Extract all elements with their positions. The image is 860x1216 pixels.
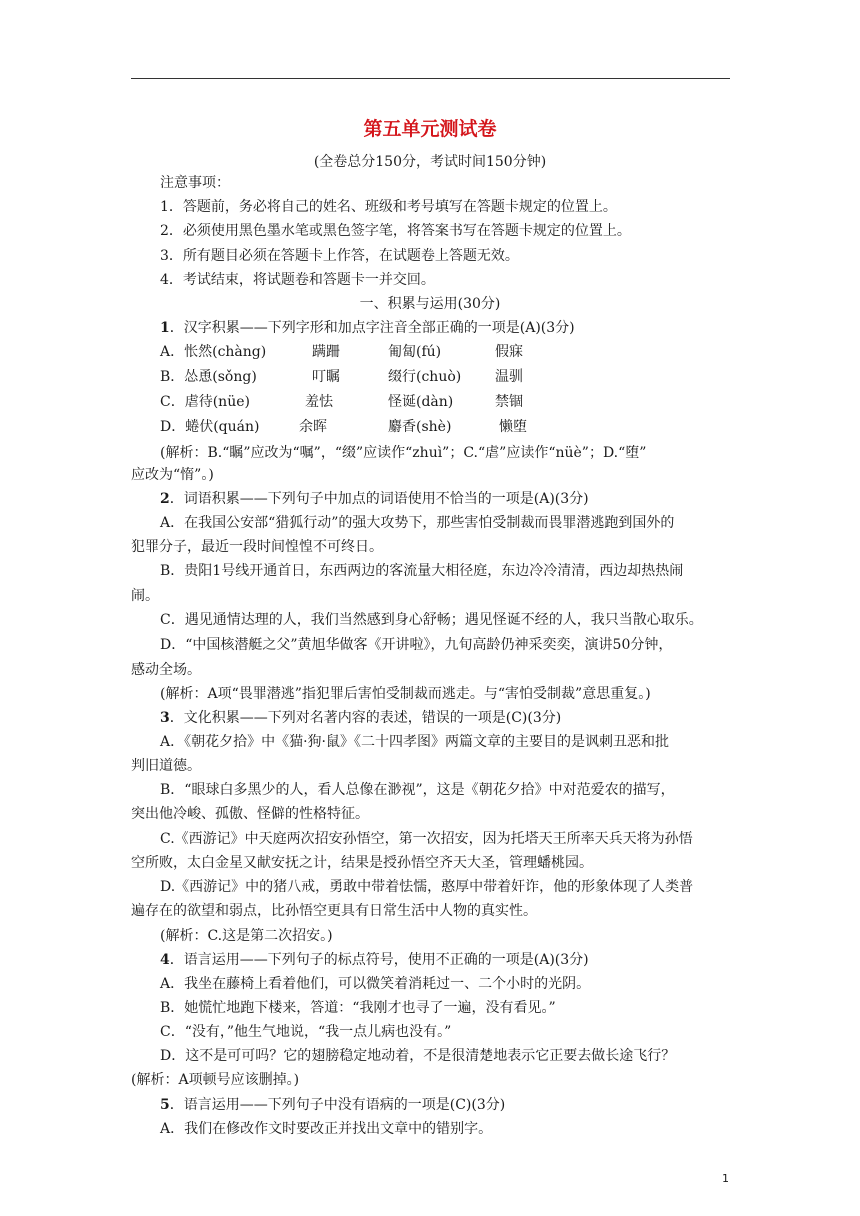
q3-option-a-cont: 判旧道德。 [131, 758, 201, 774]
page-title: 第五单元测试卷 [363, 118, 497, 140]
q3-option-c: C.《西游记》中天庭两次招安孙悟空，第一次招安，因为托塔天王所率天兵天将为孙悟 [160, 831, 693, 847]
q1-option-c: C．虐待(nüe) 羞怯 怪诞(dàn) 禁锢 [160, 394, 523, 410]
q4-option-a: A．我坐在藤椅上看着他们，可以微笑着消耗过一、二个小时的光阴。 [160, 976, 591, 992]
header-rule [131, 78, 730, 79]
question-2-stem: 2．词语积累——下列句子中加点的词语使用不恰当的一项是(A)(3分) [160, 491, 589, 507]
q1-explanation-cont: 应改为“惰”。) [131, 467, 214, 483]
q4-option-d: D．这不是可可吗？它的翅膀稳定地动着，不是很清楚地表示它正要去做长途飞行？ [160, 1048, 676, 1064]
q3-explanation: (解析：C.这是第二次招安。) [160, 928, 333, 944]
notice-item: 4．考试结束，将试题卷和答题卡一并交回。 [160, 272, 435, 288]
q3-option-d-cont: 遍存在的欲望和弱点，比孙悟空更具有日常生活中人物的真实性。 [131, 903, 537, 919]
q2-option-a: A．在我国公安部“猎狐行动”的强大攻势下，那些害怕受制裁而畏罪潜逃跑到国外的 [160, 515, 675, 531]
q4-explanation: (解析：A项顿号应该删掉。) [131, 1072, 300, 1088]
q4-option-b: B．她慌忙地跑下楼来，答道：“我刚才也寻了一遍，没有看见。” [160, 1000, 556, 1016]
notice-item: 2．必须使用黑色墨水笔或黑色签字笔，将答案书写在答题卡规定的位置上。 [160, 223, 631, 239]
question-4-stem: 4．语言运用——下列句子的标点符号，使用不正确的一项是(A)(3分) [160, 952, 589, 968]
q1-option-d: D．蜷伏(quán) 余晖 麝香(shè) 懒堕 [160, 419, 527, 435]
notice-header: 注意事项： [160, 175, 230, 191]
q2-option-c: C．遇见通情达理的人，我们当然感到身心舒畅；遇见怪诞不经的人，我只当散心取乐。 [160, 612, 703, 628]
q4-option-c: C．“没有，”他生气地说，“我一点儿病也没有。” [160, 1024, 452, 1040]
notice-item: 3．所有题目必须在答题卡上作答，在试题卷上答题无效。 [160, 248, 519, 264]
q3-option-d: D.《西游记》中的猪八戒，勇敢中带着怯懦，憨厚中带着奸诈，他的形象体现了人类普 [160, 879, 694, 895]
q2-option-b: B．贵阳1号线开通首日，东西两边的客流量大相径庭，东边冷冷清清，西边却热热闹 [160, 563, 684, 579]
q1-option-a: A．怅然(chàng) 蹒跚 匍匐(fú) 假寐 [160, 344, 523, 360]
question-3-stem: 3．文化积累——下列对名著内容的表述，错误的一项是(C)(3分) [160, 710, 562, 726]
q3-option-b: B．“眼球白多黑少的人，看人总像在渺视”，这是《朝花夕拾》中对范爱农的描写， [160, 782, 675, 798]
q1-explanation: (解析：B.“瞩”应改为“嘱”，“缀”应读作“zhuì”；C.“虐”应读作“nüè”；D.“堕” [160, 445, 647, 461]
question-5-stem: 5．语言运用——下列句子中没有语病的一项是(C)(3分) [160, 1097, 506, 1113]
q2-option-b-cont: 闹。 [131, 588, 159, 604]
q3-option-a: A．《朝花夕拾》中《猫·狗·鼠》《二十四孝图》两篇文章的主要目的是讽刺丑恶和批 [160, 734, 670, 750]
q3-option-c-cont: 空所败，太白金星又献安抚之计，结果是授孙悟空齐天大圣，管理蟠桃园。 [131, 855, 593, 871]
section-heading: 一、积累与运用(30分) [359, 296, 501, 312]
q2-option-d: D．“中国核潜艇之父”黄旭华做客《开讲啦》，九旬高龄仍神采奕奕，演讲50分钟， [160, 637, 673, 653]
page-number: 1 [722, 1172, 729, 1185]
q1-option-b: B．怂恿(sǒng) 叮瞩 缀行(chuò) 温驯 [160, 369, 523, 385]
question-1-stem: 1．汉字积累——下列字形和加点字注音全部正确的一项是(A)(3分) [160, 320, 575, 336]
q2-option-d-cont: 感动全场。 [131, 662, 201, 678]
q5-option-a: A．我们在修改作文时要改正并找出文章中的错别字。 [160, 1121, 493, 1137]
q2-explanation: (解析：A项“畏罪潜逃”指犯罪后害怕受制裁而逃走。与“害怕受制裁”意思重复。) [160, 686, 651, 702]
notice-item: 1．答题前，务必将自己的姓名、班级和考号填写在答题卡规定的位置上。 [160, 199, 617, 215]
q2-option-a-cont: 犯罪分子，最近一段时间惶惶不可终日。 [131, 539, 383, 555]
q3-option-b-cont: 突出他冷峻、孤傲、怪僻的性格特征。 [131, 806, 369, 822]
exam-subtitle: (全卷总分150分，考试时间150分钟) [313, 154, 547, 170]
